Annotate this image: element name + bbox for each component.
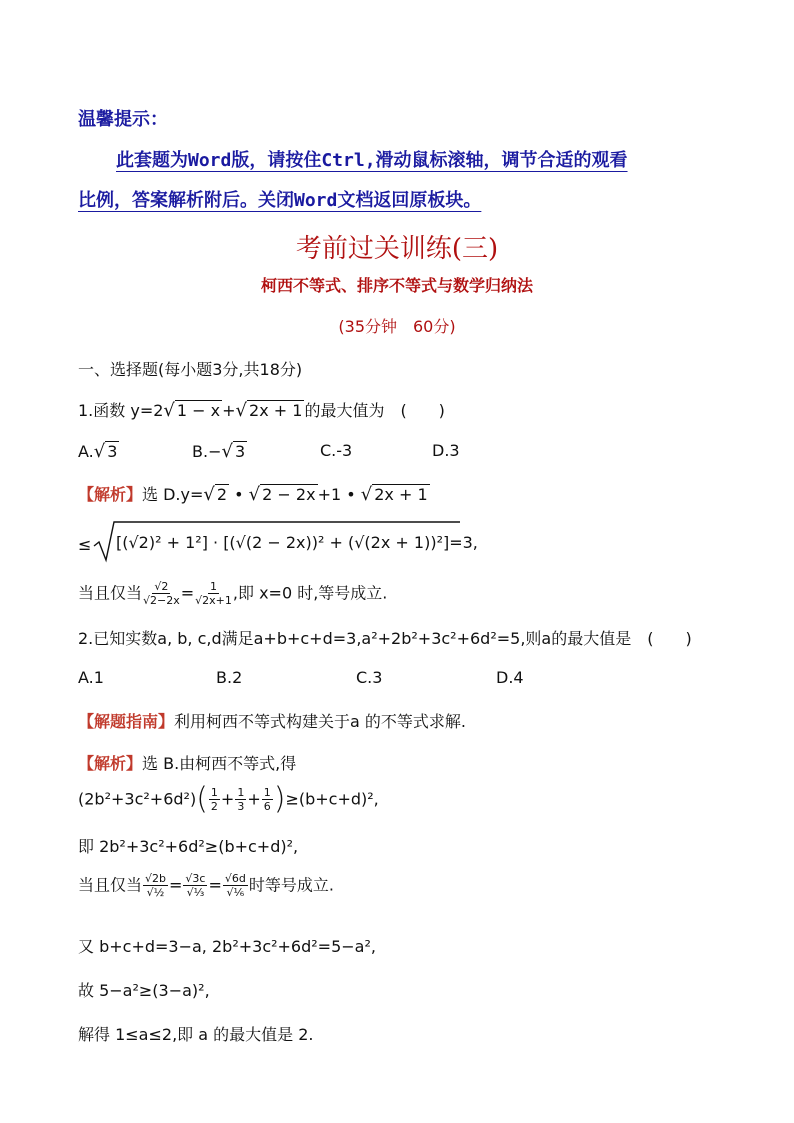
q1-inequality-result: =3, <box>449 533 478 552</box>
q2-line-6: 解得 1≤a≤2,即 a 的最大值是 2. <box>78 1025 314 1044</box>
q1-root-1: √ 1 − x <box>163 400 221 421</box>
q2-option-b: B.2 <box>216 668 243 687</box>
analysis-tag-2: 【解析】 <box>78 754 143 773</box>
q1-stem-text-a: 1.函数 y=2 <box>78 401 164 420</box>
page-title: 考前过关训练(三) <box>295 234 499 264</box>
section-heading: 一、选择题(每小题3分,共18分) <box>78 360 303 379</box>
analysis-tag: 【解析】 <box>78 485 143 504</box>
time-score: (35分钟 60分) <box>338 317 456 336</box>
q1-inequality-body: [(√2)² + 1²] · [(√(2 − 2x))² + (√(2x + 1))²]=3, <box>116 533 478 552</box>
q2-option-c: C.3 <box>356 668 383 687</box>
q1-root-2: √ 2x + 1 <box>235 400 303 421</box>
q1-option-d: D.3 <box>432 441 460 460</box>
notice-line-1: 此套题为Word版，请按住Ctrl,滑动鼠标滚轴，调节合适的观看 <box>116 150 628 171</box>
guide-tag: 【解题指南】 <box>78 712 175 731</box>
q1-condition: 当且仅当 $\frac{√2}{√2-2x}$ = $\frac{1}{√2x+1}$ ,即 x=0 时,等号成立. <box>78 580 388 607</box>
q1-stem-text-c: 的最大值为 ( ) <box>304 401 445 420</box>
page-subtitle: 柯西不等式、排序不等式与数学归纳法 <box>260 276 533 295</box>
q2-line-2: 即 2b²+3c²+6d²≥(b+c+d)², <box>78 837 299 856</box>
q1-stem-plus: + <box>222 401 236 420</box>
q1-stem <box>78 398 445 421</box>
q1-inequality <box>78 535 91 554</box>
leq-sign: ≤ <box>78 535 92 554</box>
q2-line-4: 又 b+c+d=3−a, 2b²+3c²+6d²=5−a², <box>78 937 376 956</box>
q1-option-a: A.√ 3 <box>78 441 118 462</box>
q2-analysis: 【解析】选 B.由柯西不等式,得 <box>78 754 297 773</box>
notice-heading: 温馨提示： <box>78 109 168 130</box>
q2-option-d: D.4 <box>496 668 524 687</box>
q1-option-b: B.−√ 3 <box>192 441 246 462</box>
q2-stem: 2.已知实数a, b, c,d满足a+b+c+d=3,a²+2b²+3c²+6d²=5,则a的最大值是 ( ) <box>78 629 692 648</box>
q1-analysis: 【解析】选 D.y=√ 2 • √ 2 − 2x +1 • √ 2x + 1 <box>78 484 428 505</box>
q2-guide: 【解题指南】利用柯西不等式构建关于a 的不等式求解. <box>78 712 466 731</box>
q2-line-5: 故 5−a²≥(3−a)², <box>78 981 210 1000</box>
q2-option-a: A.1 <box>78 668 104 687</box>
notice-line-2: 比例，答案解析附后。关闭Word文档返回原板块。 <box>78 190 482 211</box>
q2-cauchy-line: (2b²+3c²+6d²)( $\frac{1}{2}$ + $\frac{1}{3}$ + $\frac{1}{6}$ )≥(b+c+d)², <box>78 781 379 817</box>
q2-condition: 当且仅当 $\frac{√2b}{\text{√½}}$ = $\frac{√3c}{\text{√⅓}}$ = $\frac{√6d}{\text{√⅙}}$ 时等号成立. <box>78 872 334 899</box>
q1-option-c: C.-3 <box>320 441 353 460</box>
